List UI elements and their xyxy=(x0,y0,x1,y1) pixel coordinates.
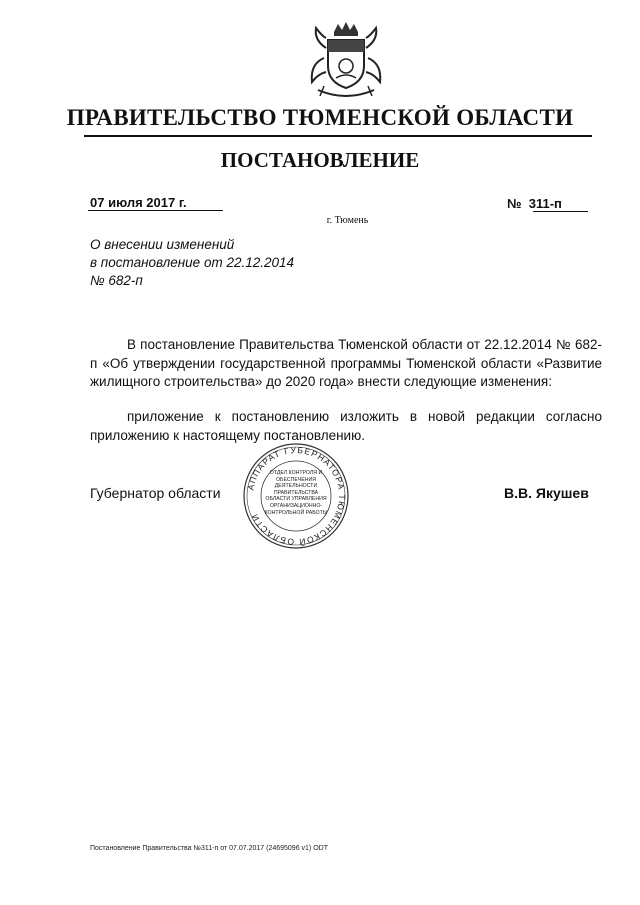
document-type-title: ПОСТАНОВЛЕНИЕ xyxy=(220,148,420,172)
document-subject xyxy=(90,236,294,290)
government-title: ПРАВИТЕЛЬСТВО ТЮМЕНСКОЙ ОБЛАСТИ xyxy=(66,105,574,130)
body-paragraph: приложение к постановлению изложить в новой редакции согласно приложению к настоящему постановлению. xyxy=(90,409,602,443)
subject-line: № 682-п xyxy=(90,273,143,288)
coat-of-arms-emblem xyxy=(300,18,392,104)
number-underline xyxy=(533,211,588,212)
seal-center-text: ОТДЕЛ КОНТРОЛЯ И ОБЕСПЕЧЕНИЯ ДЕЯТЕЛЬНОСТИ ПРАВИТЕЛЬСТВА ОБЛАСТИ УПРАВЛЕНИЯ ОРГАНИЗАЦИОННО-КОНТРОЛЬНОЙ РАБОТЫ xyxy=(264,470,328,516)
document-number: № 311-п xyxy=(507,196,562,211)
city-label: г. Тюмень xyxy=(326,215,369,226)
date-underline xyxy=(88,210,223,211)
document-date: 07 июля 2017 г. xyxy=(90,195,187,210)
subject-line: О внесении изменений xyxy=(90,237,235,252)
signer-position: Губернатор области xyxy=(90,485,221,501)
seal-ring-text: АППАРАТ ГУБЕРНАТОРА ТЮМЕНСКОЙ ОБЛАСТИ xyxy=(245,444,348,548)
signer-name: В.В. Якушев xyxy=(504,485,589,501)
title-underline xyxy=(84,135,592,137)
document-footer: Постановление Правительства №311-п от 07.07.2017 (24695096 v1) ODT xyxy=(90,845,328,852)
subject-line: в постановление от 22.12.2014 xyxy=(90,255,295,270)
body-paragraph: В постановление Правительства Тюменской области от 22.12.2014 № 682-п «Об утверждении государственной программы Тюменской области «Развитие жилищного строительства» до 2020 года» внести следующие изменения: xyxy=(90,337,602,389)
official-stamp-seal xyxy=(242,442,350,550)
